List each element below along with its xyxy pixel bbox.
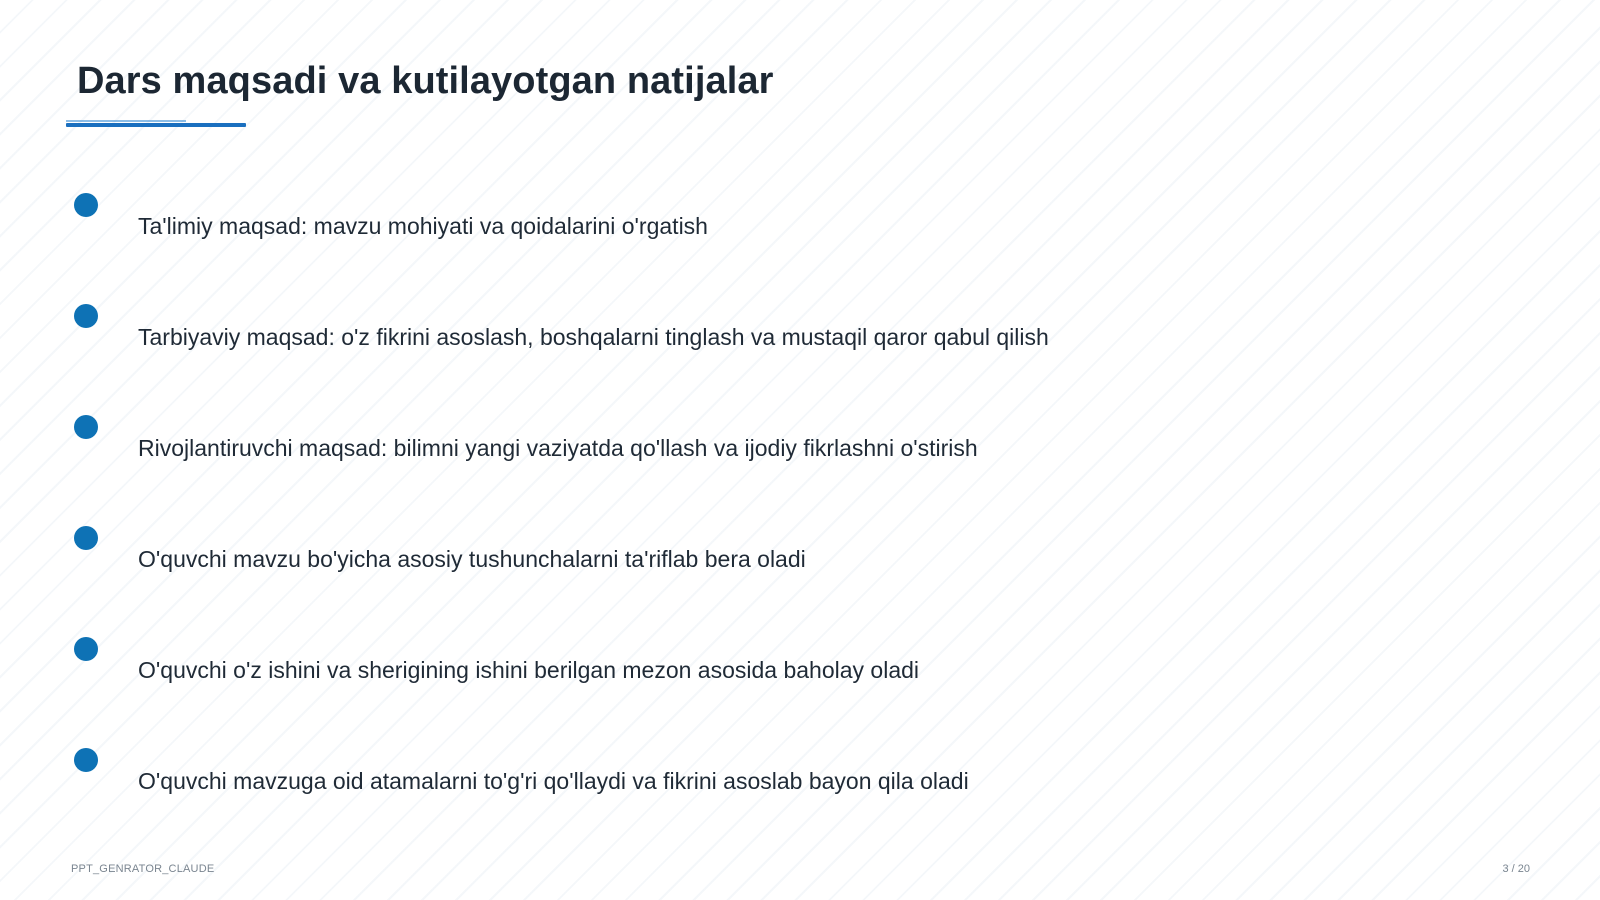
slide-title: Dars maqsadi va kutilayotgan natijalar xyxy=(77,60,774,102)
bullet-dot-icon xyxy=(74,637,98,661)
bullet-text: Tarbiyaviy maqsad: o'z fikrini asoslash, boshqalarni tinglash va mustaqil qaror qabul qilish xyxy=(138,324,1049,350)
bullet-item xyxy=(0,637,1500,717)
bullet-dot-icon xyxy=(74,193,98,217)
bullet-text: O'quvchi mavzuga oid atamalarni to'g'ri qo'llaydi va fikrini asoslab bayon qila oladi xyxy=(138,768,969,794)
bullet-text: Ta'limiy maqsad: mavzu mohiyati va qoidalarini o'rgatish xyxy=(138,213,708,239)
bullet-dot-icon xyxy=(74,748,98,772)
bullet-text: Rivojlantiruvchi maqsad: bilimni yangi vaziyatda qo'llash va ijodiy fikrlashni o'stirish xyxy=(138,435,978,461)
bullet-dot-icon xyxy=(74,526,98,550)
bullet-text: O'quvchi mavzu bo'yicha asosiy tushunchalarni ta'riflab bera oladi xyxy=(138,546,806,572)
bullet-item xyxy=(0,526,1500,606)
bullet-dot-icon xyxy=(74,304,98,328)
page-indicator: 3 / 20 xyxy=(1502,863,1530,875)
bullet-item xyxy=(0,193,1500,273)
bullet-item xyxy=(0,304,1500,384)
bullet-item xyxy=(0,415,1500,495)
bullet-item xyxy=(0,748,1500,828)
bullet-text: O'quvchi o'z ishini va sherigining ishini berilgan mezon asosida baholay oladi xyxy=(138,657,920,683)
bullet-dot-icon xyxy=(74,415,98,439)
footer-brand: PPT_GENRATOR_CLAUDE xyxy=(71,863,215,875)
